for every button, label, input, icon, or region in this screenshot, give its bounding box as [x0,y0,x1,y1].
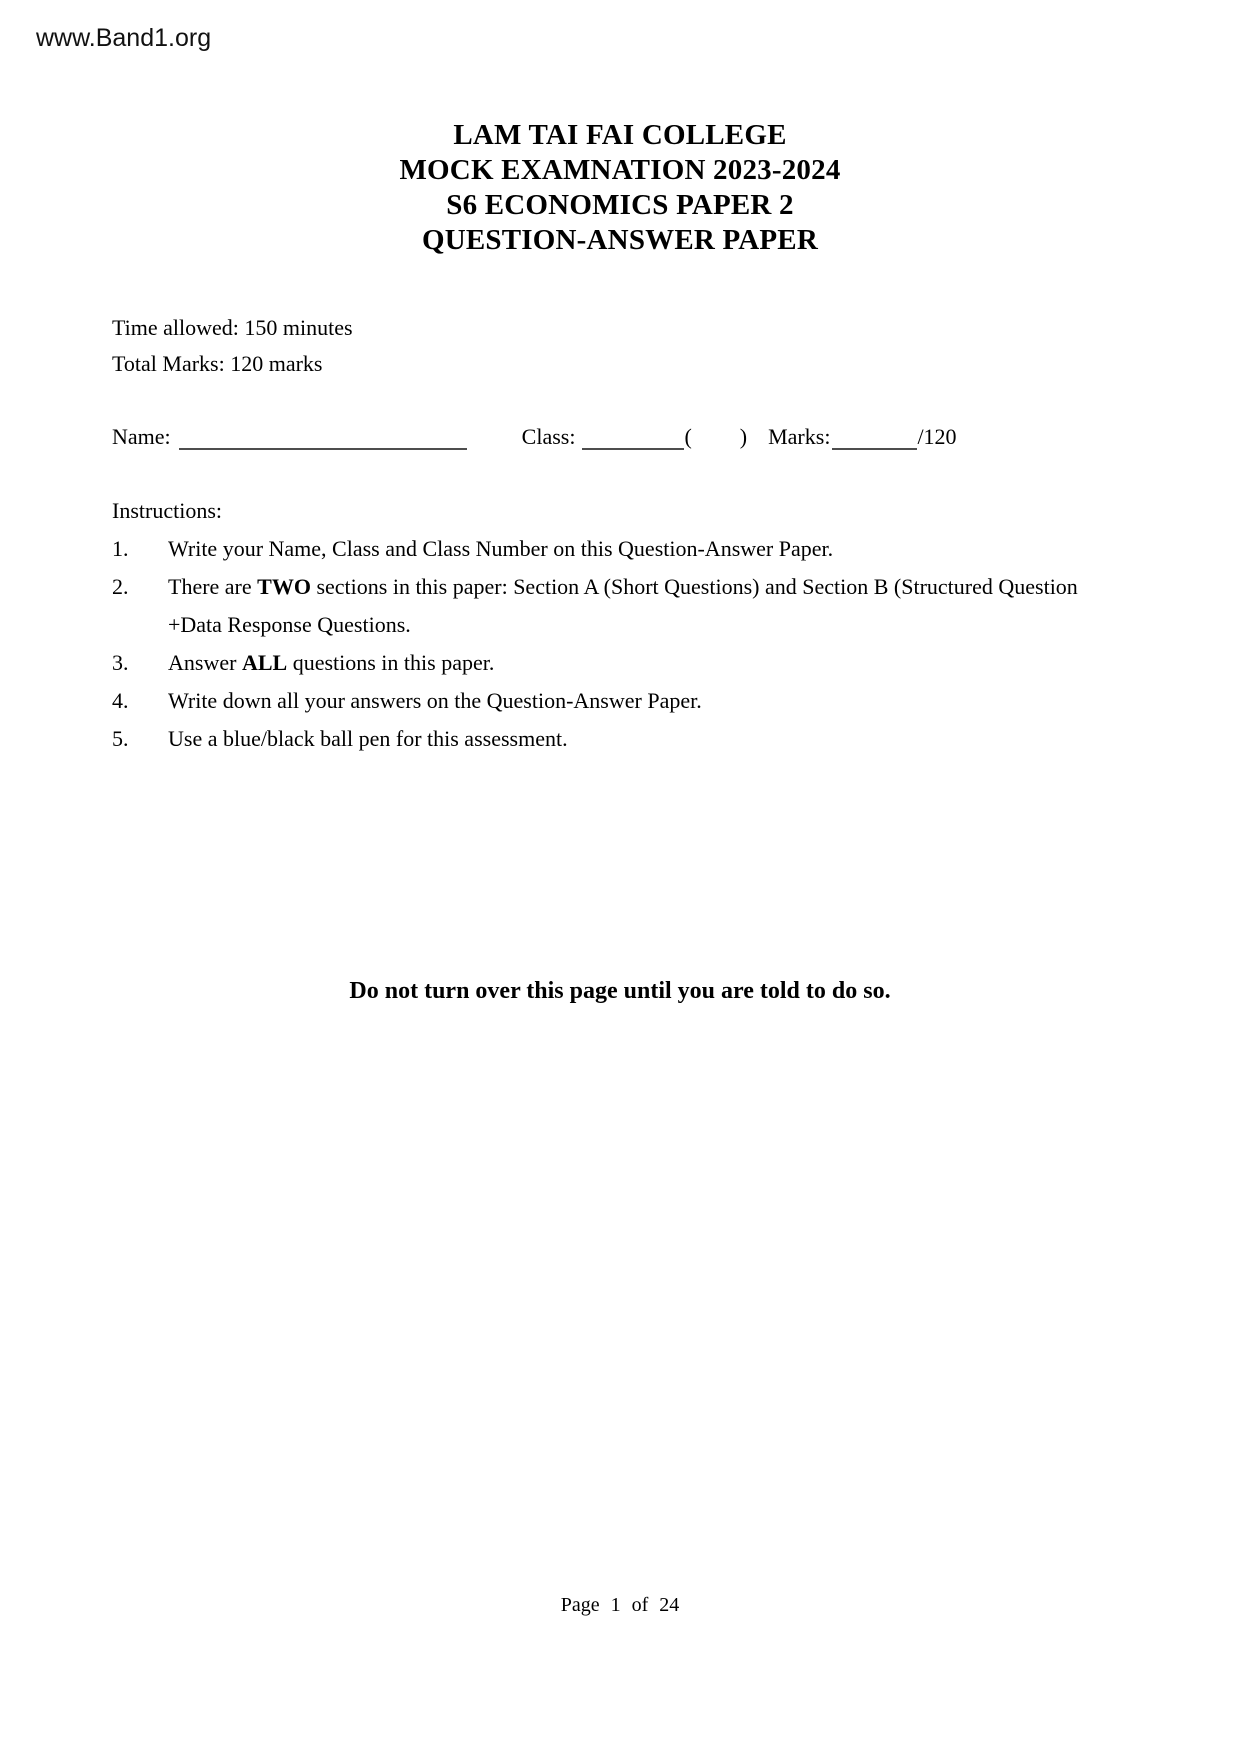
marks-label: Marks: [768,424,831,449]
exam-name: MOCK EXAMNATION 2023-2024 [399,154,841,186]
do-not-turn-notice: Do not turn over this page until you are told to do so. [349,978,891,1004]
exam-meta [112,310,353,382]
marks-total: /120 [917,424,957,449]
class-label: Class: [521,424,576,449]
instruction-number: 5. [112,726,129,751]
instruction-text: Write down all your answers on the Question-Answer Paper. [168,688,702,713]
class-paren-open: ( [684,424,692,449]
page-number: Page 1 of 24 [560,1594,680,1616]
instructions-list [112,530,1122,758]
name-blank-line [179,446,467,450]
instruction-item [112,530,1122,568]
instruction-item [112,682,1122,720]
time-allowed: Time allowed: 150 minutes [112,315,353,340]
instruction-item [112,568,1122,644]
instruction-text: Answer ALL questions in this paper. [168,650,495,675]
instruction-number: 3. [112,650,129,675]
instructions-heading: Instructions: [112,498,222,523]
instruction-number: 1. [112,536,129,561]
instruction-text: Write your Name, Class and Class Number on this Question-Answer Paper. [168,536,834,561]
instruction-item [112,644,1122,682]
marks-blank-line [832,446,917,450]
instruction-text: There are TWO sections in this paper: Section A (Short Questions) and Section B (Structured Question +Data Response Questions. [168,574,1078,637]
student-info-row [112,424,957,450]
class-blank-line [582,446,684,450]
instruction-text: Use a blue/black ball pen for this assessment. [168,726,568,751]
instruction-number: 2. [112,574,129,599]
total-marks: Total Marks: 120 marks [112,351,323,376]
exam-title-block [0,118,1240,258]
instruction-item [112,720,1122,758]
watermark-url: www.Band1.org [36,24,212,52]
name-label: Name: [112,424,171,449]
class-paren-close: ) [739,424,748,449]
school-name: LAM TAI FAI COLLEGE [453,119,787,151]
instructions-section [112,492,1122,758]
instruction-number: 4. [112,688,129,713]
paper-name: S6 ECONOMICS PAPER 2 [446,189,794,221]
paper-type: QUESTION-ANSWER PAPER [421,224,818,256]
